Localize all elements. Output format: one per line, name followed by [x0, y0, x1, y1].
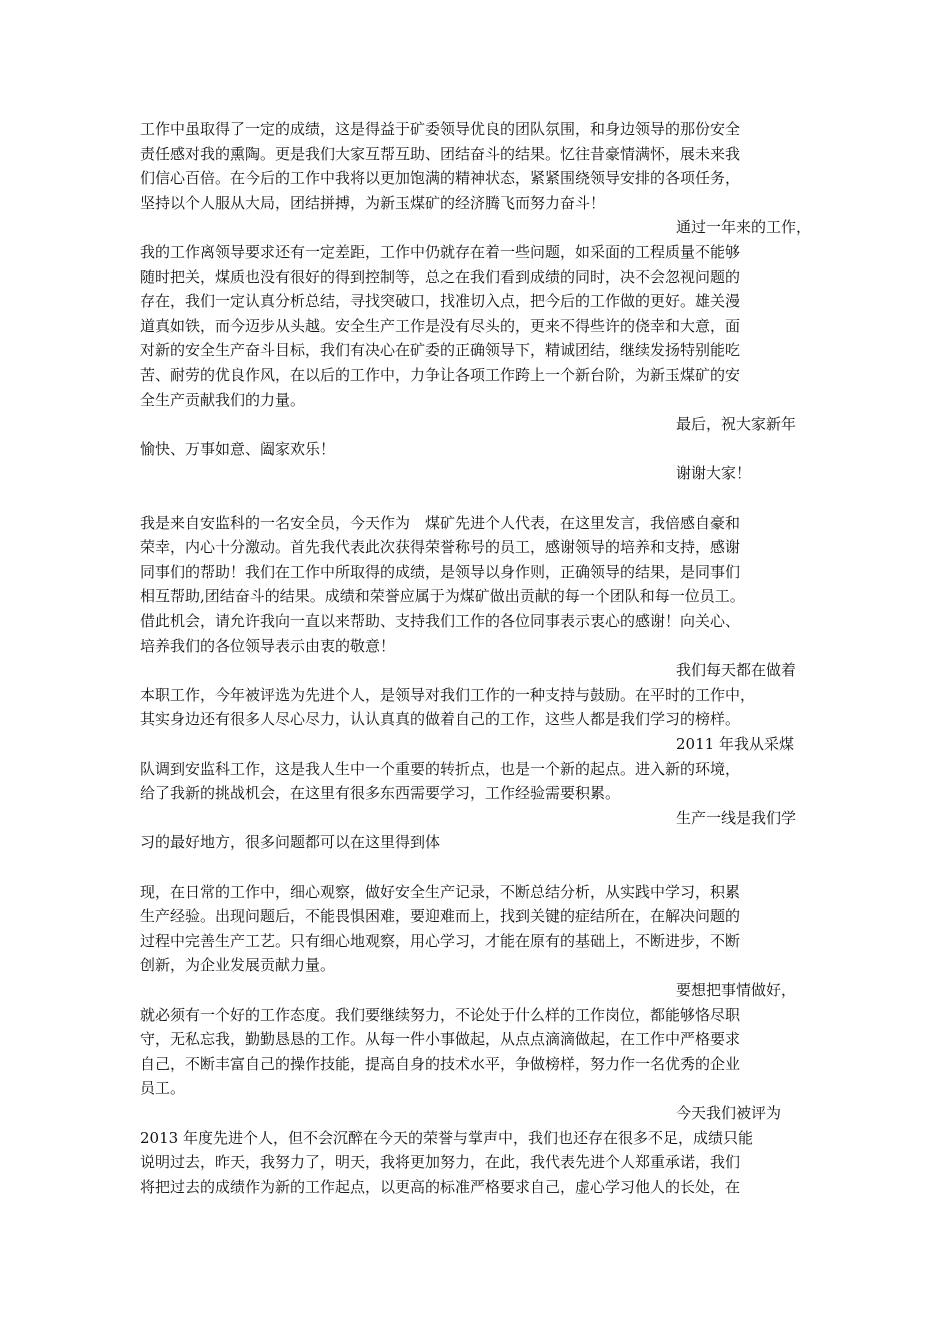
text-line: 员工。 [140, 1079, 186, 1097]
text-line: 同事们的帮助！我们在工作中所取得的成绩，是领导以身作则，正确领导的结果，是同事们 [140, 563, 741, 581]
text-line: 其实身边还有很多人尽心尽力，认认真真的做着自己的工作，这些人都是我们学习的榜样。 [140, 710, 741, 728]
text-line: 自己，不断丰富自己的操作技能，提高自身的技术水平，争做榜样，努力作一名优秀的企业 [140, 1055, 741, 1073]
text-line: 我们每天都在做着 [676, 661, 797, 679]
text-line: 我是来自安监科的一名安全员，今天作为 煤矿先进个人代表，在这里发言，我倍感自豪和 [140, 514, 741, 532]
text-line: 习的最好地方，很多问题都可以在这里得到体 [140, 833, 441, 851]
text-line: 过程中完善生产工艺。只有细心地观察，用心学习，才能在原有的基础上，不断进步，不断 [140, 932, 741, 950]
text-line: 借此机会，请允许我向一直以来帮助、支持我们工作的各位同事表示衷心的感谢！向关心、 [140, 612, 741, 630]
text-line: 坚持以个人服从大局，团结拼搏，为新玉煤矿的经济腾飞而努力奋斗！ [140, 194, 606, 212]
text-line: 培养我们的各位领导表示由衷的敬意！ [140, 637, 396, 655]
text-line: 要想把事情做好， [676, 981, 797, 999]
text-line: 2013 年度先进个人，但不会沉醉在今天的荣誉与掌声中，我们也还存在很多不足，成绩只能 [140, 1129, 753, 1147]
text-line: 将把过去的成绩作为新的工作起点，以更高的标准严格要求自己，虚心学习他人的长处，在 [140, 1178, 741, 1196]
text-line: 谢谢大家！ [676, 464, 752, 482]
text-line: 现，在日常的工作中，细心观察，做好安全生产记录，不断总结分析，从实践中学习，积累 [140, 883, 741, 901]
text-line: 工作中虽取得了一定的成绩，这是得益于矿委领导优良的团队氛围，和身边领导的那份安全 [140, 120, 741, 138]
text-line: 愉快、万事如意、阖家欢乐！ [140, 440, 336, 458]
text-line: 荣幸，内心十分激动。首先我代表此次获得荣誉称号的员工，感谢领导的培养和支持，感谢 [140, 538, 741, 556]
text-line: 生产经验。出现问题后，不能畏惧困难，要迎难而上，找到关键的症结所在，在解决问题的 [140, 907, 741, 925]
text-line: 本职工作，今年被评选为先进个人，是领导对我们工作的一种支持与鼓励。在平时的工作中， [140, 686, 756, 704]
text-line: 存在，我们一定认真分析总结，寻找突破口，找准切入点，把今后的工作做的更好。雄关漫 [140, 292, 741, 310]
text-line: 苦、耐劳的优良作风，在以后的工作中，力争让各项工作跨上一个新台阶，为新玉煤矿的安 [140, 366, 741, 384]
text-line: 责任感对我的熏陶。更是我们大家互帮互助、团结奋斗的结果。忆往昔豪情满怀，展未来我 [140, 145, 741, 163]
text-line: 我的工作离领导要求还有一定差距，工作中仍就存在着一些问题，如采面的工程质量不能够 [140, 243, 741, 261]
text-line: 创新，为企业发展贡献力量。 [140, 956, 336, 974]
text-line: 给了我新的挑战机会，在这里有很多东西需要学习，工作经验需要积累。 [140, 784, 621, 802]
text-line [140, 488, 812, 508]
text-line: 队调到安监科工作，这是我人生中一个重要的转折点，也是一个新的起点。进入新的环境， [140, 760, 741, 778]
text-line: 生产一线是我们学 [676, 809, 797, 827]
text-line: 随时把关，煤质也没有很好的得到控制等，总之在我们看到成绩的同时，决不会忽视问题的 [140, 268, 741, 286]
text-line: 说明过去，昨天，我努力了，明天，我将更加努力，在此，我代表先进个人郑重承诺，我们 [140, 1153, 741, 1171]
text-line: 全生产贡献我们的力量。 [140, 391, 306, 409]
text-line: 们信心百倍。在今后的工作中我将以更加饱满的精神状态，紧紧围绕领导安排的各项任务， [140, 169, 741, 187]
text-line: 通过一年来的工作， [676, 218, 812, 236]
text-line: 相互帮助,团结奋斗的结果。成绩和荣誉应属于为煤矿做出贡献的每一个团队和每一位员工。 [140, 587, 745, 605]
text-line: 道真如铁，而今迈步从头越。安全生产工作是没有尽头的，更来不得些许的侥幸和大意，面 [140, 317, 741, 335]
text-line: 守，无私忘我，勤勤恳恳的工作。从每一件小事做起，从点点滴滴做起，在工作中严格要求 [140, 1030, 741, 1048]
text-line: 今天我们被评为 [676, 1104, 782, 1122]
text-line: 就必须有一个好的工作态度。我们要继续努力，不论处于什么样的工作岗位，都能够恪尽职 [140, 1006, 741, 1024]
text-line [140, 857, 812, 877]
text-line: 最后，祝大家新年 [676, 415, 797, 433]
text-line: 2011 年我从采煤 [676, 735, 794, 753]
text-line: 对新的安全生产奋斗目标，我们有决心在矿委的正确领导下，精诚团结，继续发扬特别能吃 [140, 341, 741, 359]
